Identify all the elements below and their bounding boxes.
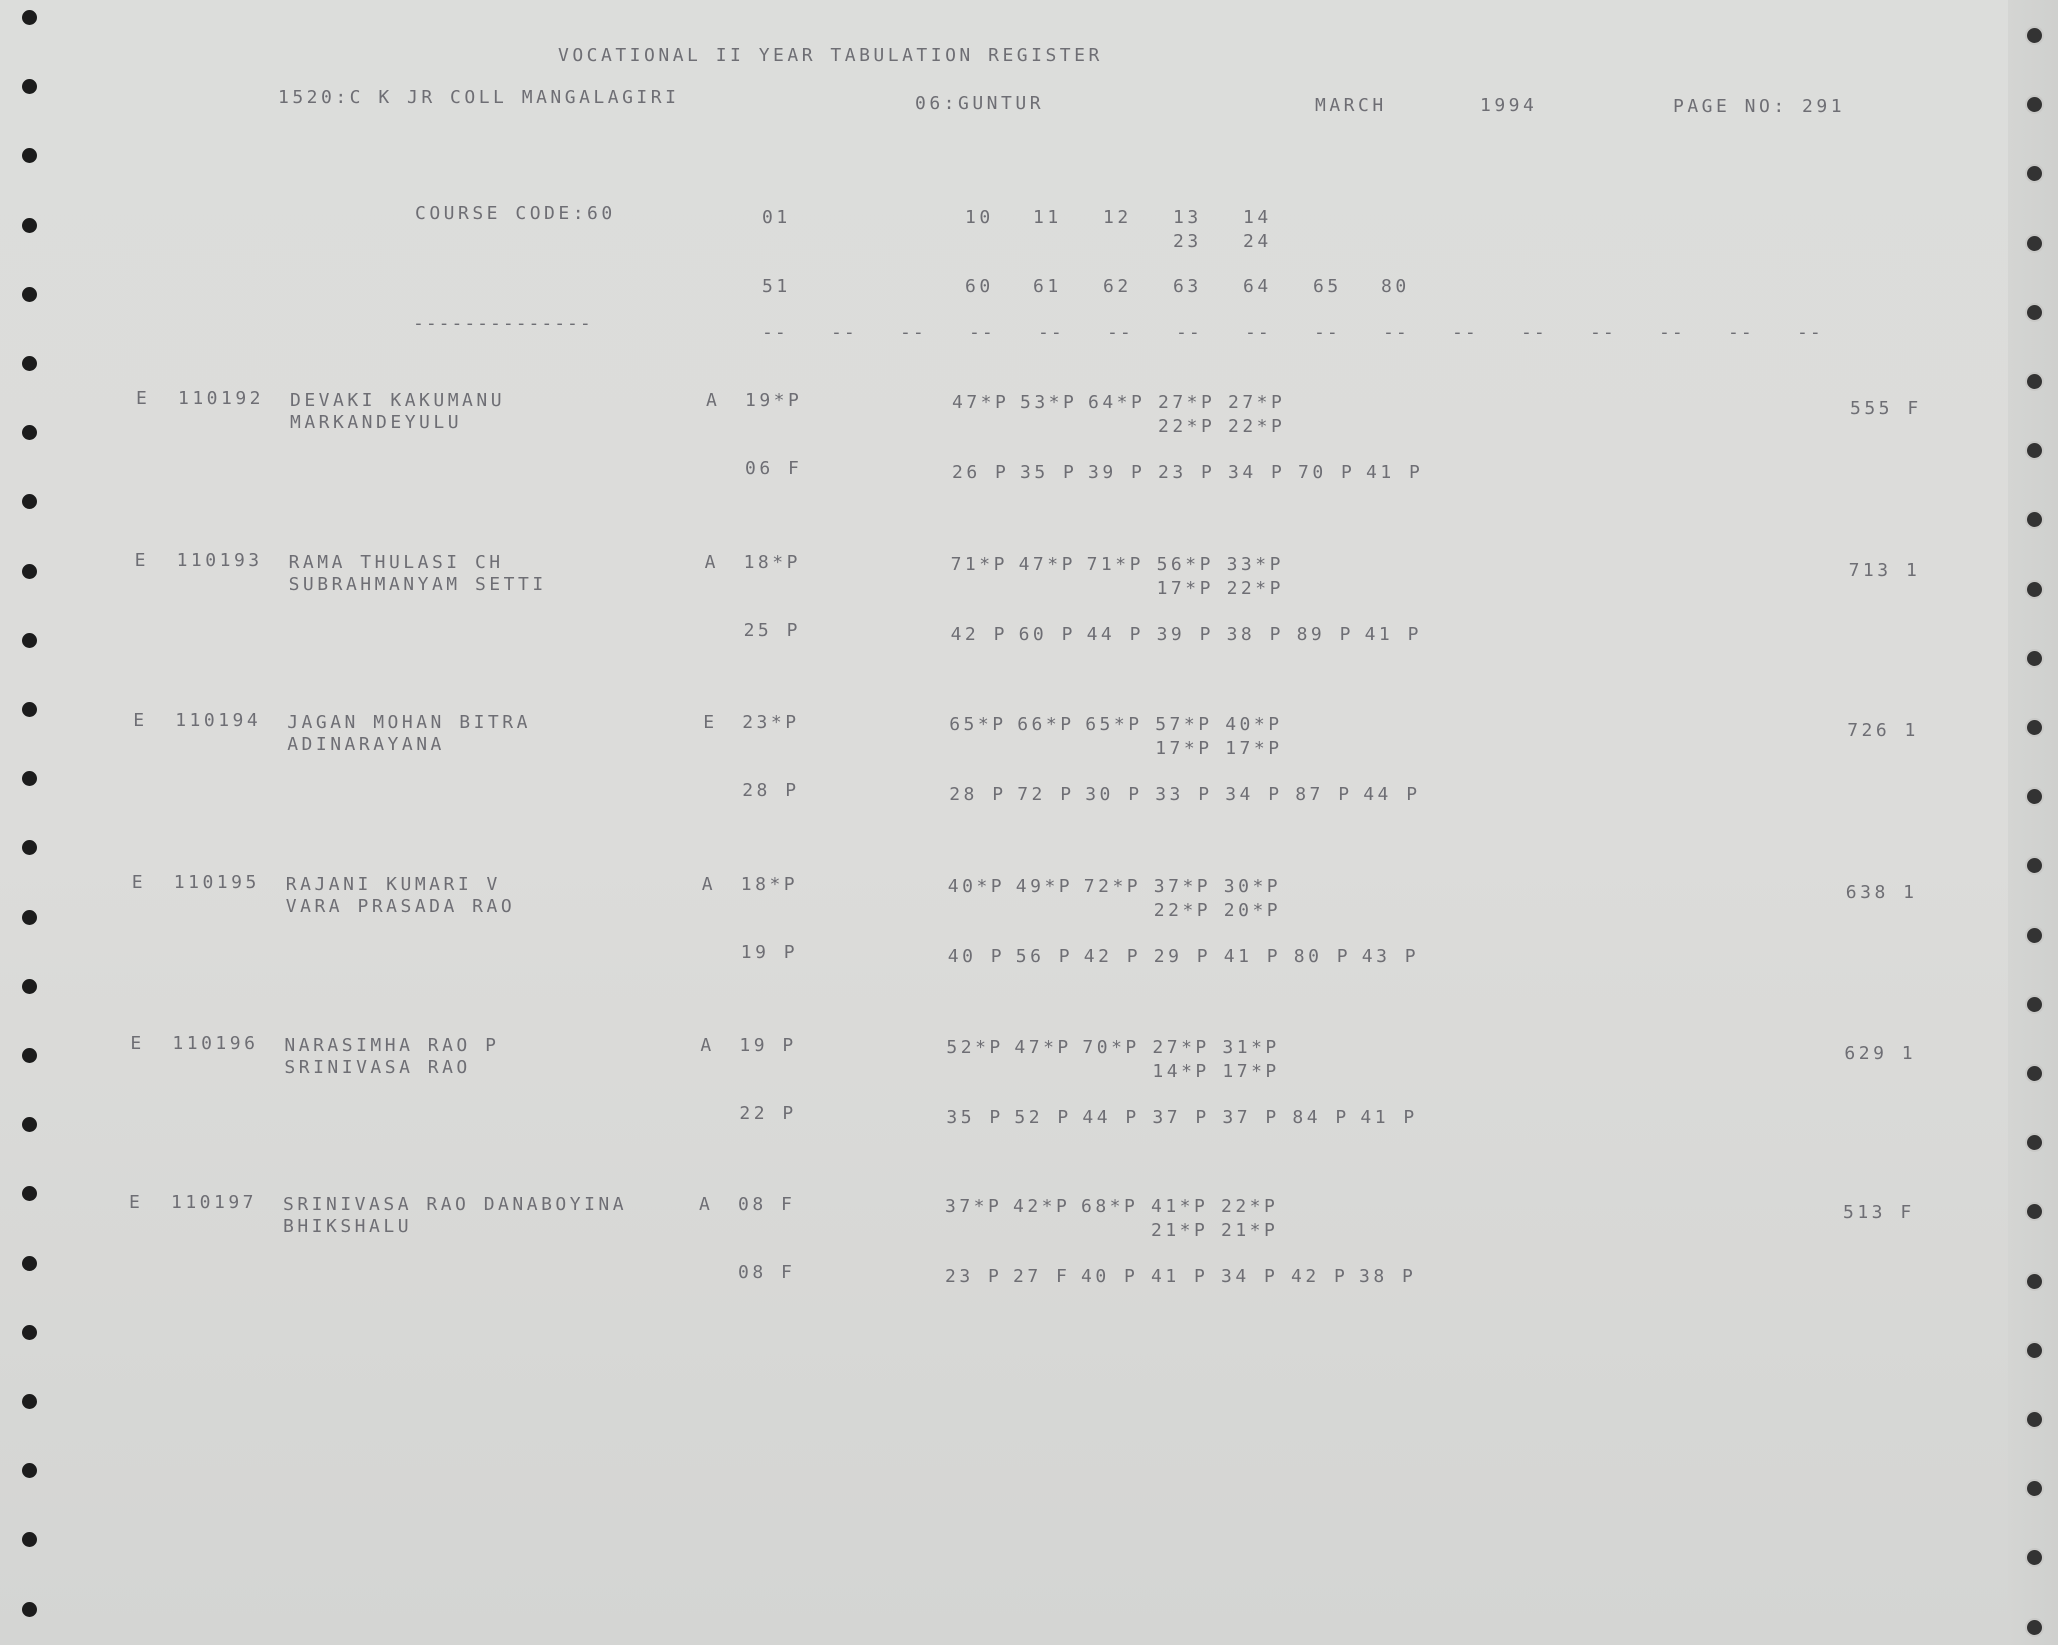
subject-mark: 21*P: [1221, 1220, 1279, 1241]
subject-mark: 47*P: [1014, 1037, 1072, 1058]
column-code: 01: [762, 207, 791, 228]
subject-mark: 23 P: [945, 1266, 1003, 1287]
column-code: 10: [965, 207, 994, 228]
grade-code: E: [703, 712, 718, 733]
subject-mark: 87 P: [1295, 784, 1353, 805]
subject-mark: 72 P: [1017, 784, 1075, 805]
subject-mark: 37*P: [945, 1196, 1003, 1217]
student-name: DEVAKI KAKUMANU: [290, 390, 506, 411]
subject-mark: 17*P: [1222, 1061, 1280, 1082]
subject-mark: 42 P: [1291, 1266, 1349, 1287]
column-code: 24: [1243, 231, 1272, 252]
subject-mark: 80 P: [1293, 946, 1352, 967]
sprocket-hole: [2027, 1274, 2042, 1289]
column-separator: --: [1728, 322, 1754, 343]
subject-mark: 41 P: [1360, 1107, 1418, 1128]
college-name: 1520:C K JR COLL MANGALAGIRI: [278, 87, 680, 108]
second-year-mark: 08 F: [738, 1262, 796, 1283]
sprocket-hole: [22, 1325, 37, 1340]
subject-mark: 40 P: [947, 946, 1006, 967]
subject-mark: 22*P: [1153, 900, 1212, 921]
column-separator: --: [900, 322, 926, 343]
first-year-mark: 18*P: [740, 874, 799, 895]
subject-mark: 44 P: [1082, 1107, 1140, 1128]
second-year-mark: 28 P: [742, 780, 800, 801]
registration-number: 110196: [172, 1033, 259, 1054]
column-code: 63: [1173, 276, 1202, 297]
subject-mark: 41 P: [1364, 624, 1422, 645]
subject-mark: 22*P: [1228, 416, 1286, 437]
column-code: 62: [1103, 276, 1132, 297]
subject-mark: 37*P: [1153, 876, 1212, 897]
sprocket-hole: [2027, 374, 2042, 389]
column-separator: --: [969, 322, 995, 343]
subject-mark: 49*P: [1015, 876, 1074, 897]
subject-mark: 57*P: [1155, 714, 1213, 735]
student-name-line2: MARKANDEYULU: [290, 412, 463, 433]
record-type: E: [133, 710, 148, 731]
sprocket-hole: [22, 979, 37, 994]
second-year-mark: 19 P: [740, 942, 799, 963]
subject-mark: 30 P: [1085, 784, 1143, 805]
subject-mark: 41 P: [1366, 462, 1424, 483]
subject-mark: 22*P: [1158, 416, 1216, 437]
column-separator: --: [1176, 322, 1202, 343]
subject-mark: 22*P: [1226, 578, 1284, 599]
first-year-mark: 19 P: [739, 1035, 797, 1056]
column-separator: --: [1107, 322, 1133, 343]
subject-mark: 27 F: [1013, 1266, 1071, 1287]
sprocket-hole: [2027, 1620, 2042, 1635]
grand-total: 513 F: [1843, 1202, 1915, 1223]
sprocket-hole: [2027, 928, 2042, 943]
student-name-line2: BHIKSHALU: [283, 1216, 413, 1237]
subject-mark: 52*P: [946, 1037, 1004, 1058]
column-code: 11: [1033, 207, 1062, 228]
record-type: E: [129, 1192, 144, 1213]
first-year-mark: 23*P: [742, 712, 800, 733]
subject-mark: 44 P: [1086, 624, 1144, 645]
subject-mark: 65*P: [949, 714, 1007, 735]
record-type: E: [130, 1033, 145, 1054]
exam-year: 1994: [1480, 95, 1538, 116]
record-type: E: [131, 872, 147, 893]
column-code: 60: [965, 276, 994, 297]
subject-mark: 41*P: [1151, 1196, 1209, 1217]
subject-mark: 17*P: [1225, 738, 1283, 759]
subject-mark: 35 P: [1020, 462, 1078, 483]
grade-code: A: [704, 552, 719, 573]
subject-mark: 20*P: [1223, 900, 1282, 921]
subject-mark: 40*P: [947, 876, 1006, 897]
column-code: 23: [1173, 231, 1202, 252]
subject-mark: 56 P: [1015, 946, 1074, 967]
subject-mark: 34 P: [1225, 784, 1283, 805]
subject-mark: 34 P: [1221, 1266, 1279, 1287]
subject-mark: 35 P: [946, 1107, 1004, 1128]
grade-code: A: [699, 1194, 714, 1215]
subject-mark: 70 P: [1298, 462, 1356, 483]
sprocket-hole: [22, 1602, 37, 1617]
sprocket-hole: [22, 218, 37, 233]
subject-mark: 39 P: [1156, 624, 1214, 645]
sprocket-hole: [22, 910, 37, 925]
subject-mark: 23 P: [1158, 462, 1216, 483]
first-year-mark: 18*P: [743, 552, 801, 573]
sprocket-hole: [2027, 236, 2042, 251]
student-name-line2: SRINIVASA RAO: [284, 1057, 471, 1078]
subject-mark: 41 P: [1151, 1266, 1209, 1287]
subject-mark: 27*P: [1228, 392, 1286, 413]
sprocket-hole: [22, 10, 37, 25]
subject-mark: 26 P: [952, 462, 1010, 483]
subject-mark: 66*P: [1017, 714, 1075, 735]
sprocket-hole: [22, 1256, 37, 1271]
registration-number: 110194: [175, 710, 262, 731]
sprocket-hole: [2027, 651, 2042, 666]
column-separator: --: [1590, 322, 1616, 343]
subject-mark: 42*P: [1013, 1196, 1071, 1217]
student-name: JAGAN MOHAN BITRA: [287, 712, 531, 733]
subject-mark: 56*P: [1156, 554, 1214, 575]
sprocket-hole: [2027, 1343, 2042, 1358]
column-separator: --: [1314, 322, 1340, 343]
subject-mark: 17*P: [1156, 578, 1214, 599]
sprocket-hole: [22, 633, 37, 648]
subject-mark: 65*P: [1085, 714, 1143, 735]
second-year-mark: 25 P: [743, 620, 801, 641]
column-separator: --: [1038, 322, 1064, 343]
record-type: E: [134, 550, 149, 571]
column-separator: --: [1797, 322, 1823, 343]
student-name: RAJANI KUMARI V: [285, 874, 501, 895]
subject-mark: 44 P: [1363, 784, 1421, 805]
sprocket-hole: [2027, 305, 2042, 320]
student-name-line2: SUBRAHMANYAM SETTI: [288, 574, 547, 595]
student-name: SRINIVASA RAO DANABOYINA: [283, 1194, 628, 1215]
column-code: 65: [1313, 276, 1342, 297]
subject-mark: 38 P: [1226, 624, 1284, 645]
column-code: 61: [1033, 276, 1062, 297]
column-separator: --: [1245, 322, 1271, 343]
sprocket-hole: [2027, 28, 2042, 43]
sprocket-hole: [22, 356, 37, 371]
subject-mark: 71*P: [1086, 554, 1144, 575]
student-name-line2: VARA PRASADA RAO: [285, 896, 516, 917]
record-type: E: [136, 388, 151, 409]
subject-mark: 64*P: [1088, 392, 1146, 413]
column-separator: --: [762, 322, 788, 343]
subject-mark: 27*P: [1152, 1037, 1210, 1058]
first-year-mark: 19*P: [745, 390, 803, 411]
subject-mark: 27*P: [1158, 392, 1216, 413]
course-code-underline: --------------: [413, 313, 593, 334]
column-separator: --: [1659, 322, 1685, 343]
sprocket-hole: [2027, 1412, 2042, 1427]
subject-mark: 33 P: [1155, 784, 1213, 805]
subject-mark: 89 P: [1296, 624, 1354, 645]
column-code: 80: [1381, 276, 1410, 297]
grand-total: 638 1: [1845, 882, 1918, 903]
subject-mark: 42 P: [950, 624, 1008, 645]
sprocket-hole: [22, 1048, 37, 1063]
registration-number: 110197: [171, 1192, 258, 1213]
first-year-mark: 08 F: [738, 1194, 796, 1215]
subject-mark: 72*P: [1083, 876, 1142, 897]
subject-mark: 22*P: [1221, 1196, 1279, 1217]
subject-mark: 14*P: [1152, 1061, 1210, 1082]
subject-mark: 28 P: [949, 784, 1007, 805]
second-year-mark: 06 F: [745, 458, 803, 479]
sprocket-hole: [2027, 997, 2042, 1012]
grand-total: 629 1: [1844, 1043, 1917, 1064]
sprocket-hole: [2027, 720, 2042, 735]
subject-mark: 29 P: [1153, 946, 1212, 967]
subject-mark: 30*P: [1223, 876, 1282, 897]
subject-mark: 40*P: [1225, 714, 1283, 735]
subject-mark: 33*P: [1226, 554, 1284, 575]
subject-mark: 38 P: [1359, 1266, 1417, 1287]
subject-mark: 17*P: [1155, 738, 1213, 759]
column-separator: --: [1383, 322, 1409, 343]
grade-code: A: [700, 1035, 715, 1056]
subject-mark: 37 P: [1152, 1107, 1210, 1128]
grand-total: 726 1: [1847, 720, 1919, 741]
sprocket-hole: [2027, 1066, 2042, 1081]
student-name: NARASIMHA RAO P: [284, 1035, 500, 1056]
subject-mark: 60 P: [1018, 624, 1076, 645]
sprocket-hole: [22, 287, 37, 302]
registration-number: 110192: [178, 388, 265, 409]
second-year-mark: 22 P: [739, 1103, 797, 1124]
column-code: 51: [762, 276, 791, 297]
subject-mark: 41 P: [1223, 946, 1282, 967]
subject-mark: 43 P: [1361, 946, 1420, 967]
register-title: VOCATIONAL II YEAR TABULATION REGISTER: [558, 45, 1103, 66]
column-separator: --: [1452, 322, 1478, 343]
subject-mark: 71*P: [950, 554, 1008, 575]
sprocket-hole: [22, 1394, 37, 1409]
registration-number: 110195: [173, 872, 260, 893]
subject-mark: 21*P: [1151, 1220, 1209, 1241]
sprocket-hole: [22, 702, 37, 717]
sprocket-hole: [2027, 582, 2042, 597]
subject-mark: 84 P: [1292, 1107, 1350, 1128]
page-number: PAGE NO: 291: [1673, 96, 1846, 117]
subject-mark: 53*P: [1020, 392, 1078, 413]
grade-code: A: [701, 874, 717, 895]
column-separator: --: [1521, 322, 1547, 343]
district-name: 06:GUNTUR: [915, 93, 1045, 114]
subject-mark: 39 P: [1088, 462, 1146, 483]
subject-mark: 70*P: [1082, 1037, 1140, 1058]
column-code: 12: [1103, 207, 1132, 228]
column-code: 64: [1243, 276, 1272, 297]
student-name: RAMA THULASI CH: [288, 552, 504, 573]
subject-mark: 40 P: [1081, 1266, 1139, 1287]
registration-number: 110193: [176, 550, 263, 571]
sprocket-hole: [22, 564, 37, 579]
subject-mark: 47*P: [1018, 554, 1076, 575]
subject-mark: 37 P: [1222, 1107, 1280, 1128]
column-code: 14: [1243, 207, 1272, 228]
student-name-line2: ADINARAYANA: [287, 734, 445, 755]
grand-total: 555 F: [1850, 398, 1922, 419]
subject-mark: 52 P: [1014, 1107, 1072, 1128]
subject-mark: 47*P: [952, 392, 1010, 413]
subject-mark: 31*P: [1222, 1037, 1280, 1058]
column-separator: --: [831, 322, 857, 343]
grade-code: A: [706, 390, 721, 411]
column-code: 13: [1173, 207, 1202, 228]
grand-total: 713 1: [1848, 560, 1921, 581]
subject-mark: 34 P: [1228, 462, 1286, 483]
exam-month: MARCH: [1315, 95, 1387, 116]
course-code: COURSE CODE:60: [415, 203, 616, 224]
subject-mark: 42 P: [1083, 946, 1142, 967]
subject-mark: 68*P: [1081, 1196, 1139, 1217]
